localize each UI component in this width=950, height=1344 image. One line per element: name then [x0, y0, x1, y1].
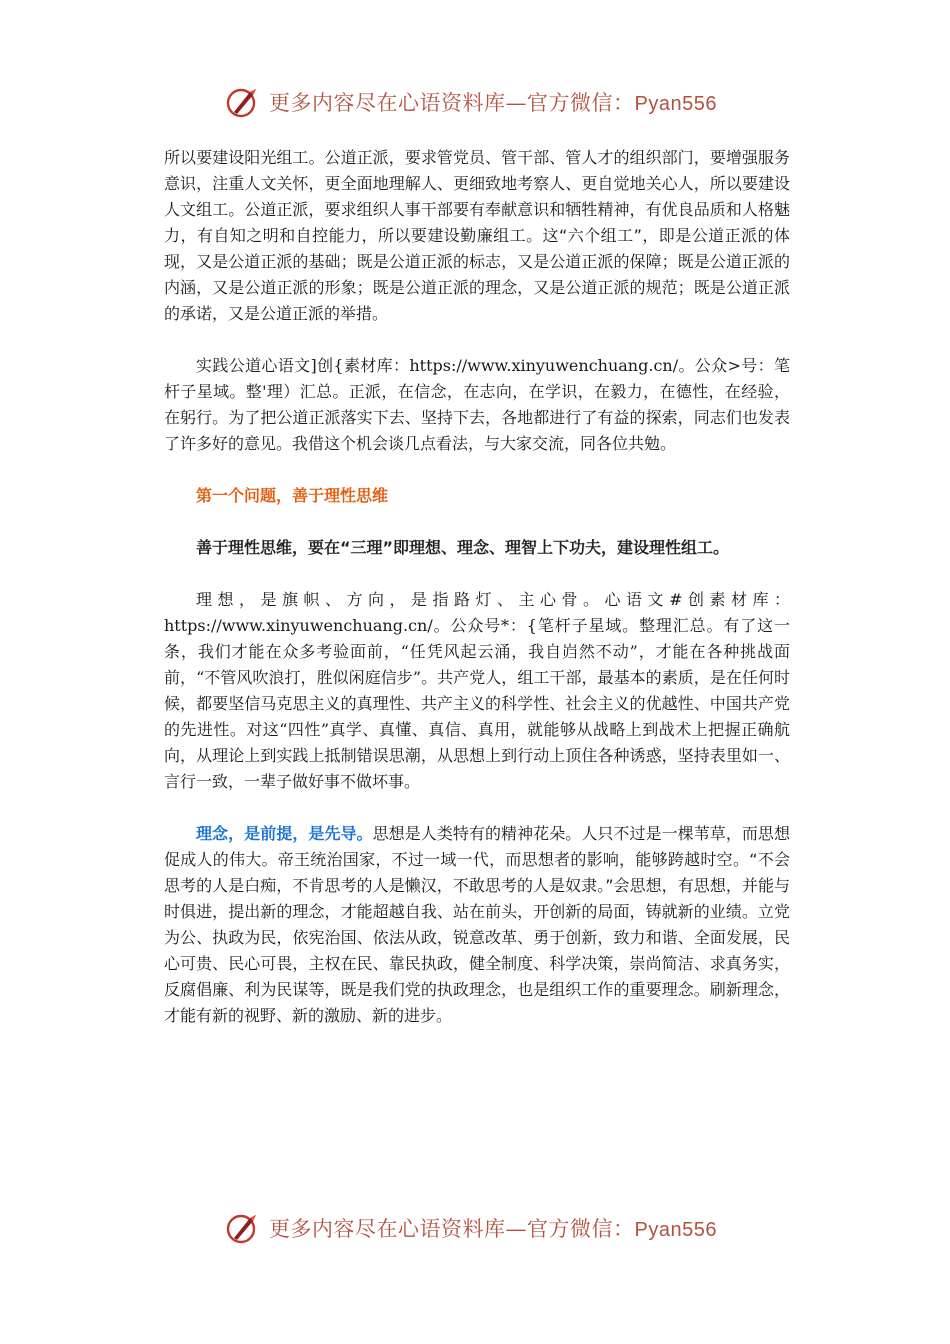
paragraph-1: 所以要建设阳光组工。公道正派，要求管党员、管干部、管人才的组织部门，要增强服务意识，注重人文关怀，更全面地理解人、更细致地考察人、更自觉地关心人，所以要建设人文组工。公道正派，要求组织人事干部要有奉献意识和牺牲精神，有优良品质和人格魅力，有自知之明和自控能力，所以要建设勤廉组工。这“六个组工”，即是公道正派的体现，又是公道正派的基础；既是公道正派的标志，又是公道正派的保障；既是公道正派的内涵，又是公道正派的形象；既是公道正派的理念，又是公道正派的规范；既是公道正派的承诺，又是公道正派的举措。 [164, 148, 790, 323]
paragraph-4-lead: 理念，是前提，是先导。 [196, 824, 373, 843]
pen-nib-logo-icon [225, 1210, 261, 1246]
banner-text: 更多内容尽在心语资料库—官方微信：Pyan556 [269, 1217, 717, 1241]
footer-banner [225, 1208, 745, 1248]
document-body [164, 145, 790, 1055]
banner-text: 更多内容尽在心语资料库—官方微信：Pyan556 [269, 91, 717, 115]
paragraph-3: 理想，是旗帜、方向，是指路灯、主心骨。心语文#创素材库：https://www.xinyuwenchuang.cn/。公众号*：{笔杆子星域。整理汇总。有了这一条，我们才能在众多考验面前，“任凭风起云涌，我自岿然不动”，才能在各种挑战面前，“不管风吹浪打，胜似闲庭信步”。共产党人，组工干部，最基本的素质，是在任何时候，都要坚信马克思主义的真理性、共产主义的科学性、社会主义的优越性、中国共产党的先进性。对这“四性”真学、真懂、真信、真用，就能够从战略上到战术上把握正确航向，从理论上到实践上抵制错误思潮，从思想上到行动上顶住各种诱惑，坚持表里如一、言行一致，一辈子做好事不做坏事。 [164, 590, 790, 791]
paragraph-4 [164, 821, 790, 1029]
subsection-heading: 善于理性思维，要在“三理”即理想、理念、理智上下功夫，建设理性组工。 [196, 538, 730, 557]
paragraph-2: 实践公道心语文]创{素材库：https://www.xinyuwenchuang.cn/。公众>号：笔杆子星域。整'理）汇总。正派，在信念，在志向，在学识，在毅力，在德性，在经验，在躬行。为了把公道正派落实下去、坚持下去，各地都进行了有益的探索，同志们也发表了许多好的意见。我借这个机会谈几点看法，与大家交流，同各位共勉。 [164, 356, 790, 453]
wechat-id: Pyan556 [634, 1219, 717, 1241]
pen-nib-logo-icon [225, 84, 261, 120]
section-heading: 第一个问题，善于理性思维 [196, 486, 389, 505]
paragraph-4-body: 思想是人类特有的精神花朵。人只不过是一棵苇草，而思想促成人的伟大。帝王统治国家，不过一域一代，而思想者的影响，能够跨越时空。“不会思考的人是白痴，不肯思考的人是懒汉，不敢思考的人是奴隶。”会思想，有思想，并能与时俱进，提出新的理念，才能超越自我、站在前头，开创新的局面，铸就新的业绩。立党为公、执政为民，依宪治国、依法从政，锐意改革、勇于创新，致力和谐、全面发展，民心可贵、民心可畏，主权在民、靠民执政，健全制度、科学决策，崇尚简洁、求真务实，反腐倡廉、利为民谋等，既是我们党的执政理念，也是组织工作的重要理念。刷新理念，才能有新的视野、新的激励、新的进步。 [164, 824, 790, 1025]
wechat-id: Pyan556 [634, 93, 717, 115]
header-banner [225, 82, 745, 122]
